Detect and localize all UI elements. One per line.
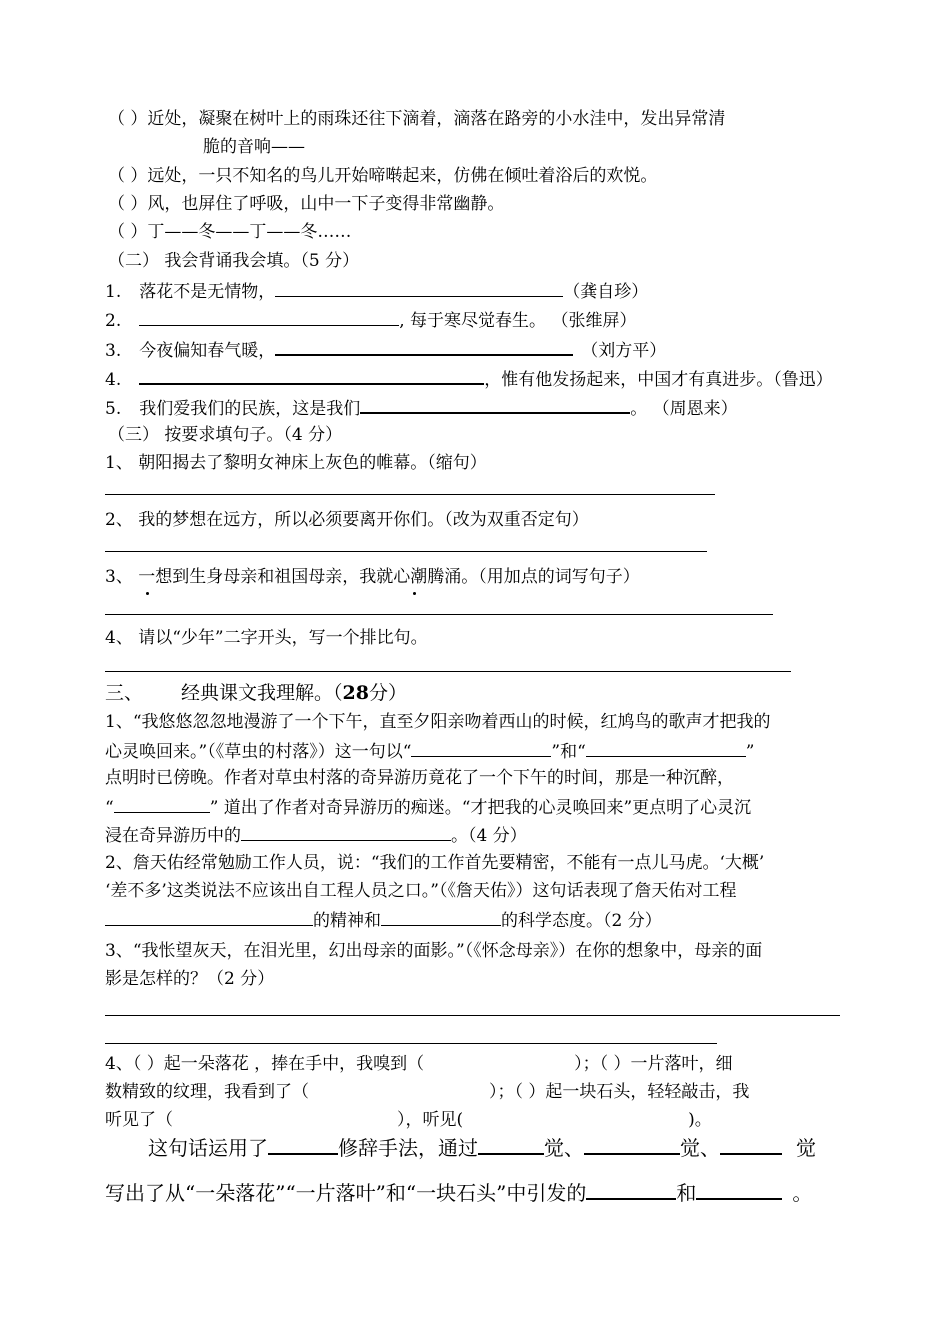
- answer-line[interactable]: [105, 1043, 717, 1044]
- order-text: 远处，一只不知名的鸟儿开始啼啭起来，仿佛在倾吐着浴后的欢悦。: [147, 166, 658, 186]
- sentence-heading: （三） 按要求填句子。（4 分）: [108, 425, 343, 445]
- recite-author: （龚自珍）: [563, 282, 649, 302]
- q2-line-1: 2、詹天佑经常勉励工作人员，说：“我们的工作首先要精密，不能有一点儿马虎。‘大概’: [105, 853, 765, 873]
- section-number: 三、: [105, 682, 144, 704]
- q4-line-2: [105, 1081, 749, 1103]
- q4b-line-2: [105, 1178, 812, 1206]
- sentence-q2: 2、 我的梦想在远方，所以必须要离开你们。（改为双重否定句）: [105, 510, 589, 530]
- q4-text: )。: [688, 1110, 712, 1130]
- sentence-q4: 4、 请以“少年”二字开头，写一个排比句。: [105, 628, 428, 648]
- order-line-1: [108, 108, 725, 130]
- recite-item-4: [105, 366, 833, 391]
- answer-blank[interactable]: [584, 1133, 680, 1155]
- order-text: 丁——冬——丁——冬……: [147, 222, 352, 242]
- answer-blank[interactable]: [268, 1133, 338, 1155]
- order-text: 风，也屏住了呼吸，山中一下子变得非常幽静。: [147, 194, 505, 214]
- q1-line-5: [105, 823, 527, 847]
- section-title-end: 分）: [368, 682, 407, 704]
- q2-text: 的科学态度。（2 分）: [501, 911, 662, 931]
- q1-text: “: [105, 798, 114, 818]
- item-number: 3.: [105, 341, 122, 361]
- recite-item-2: [105, 308, 636, 332]
- answer-blank[interactable]: [411, 739, 551, 757]
- recite-text: 我们爱我们的民族，这是我们: [139, 399, 361, 419]
- q3-line-1: 3、“我怅望灰天，在泪光里，幻出母亲的面影。”（《怀念母亲》）在你的想象中，母亲的面: [105, 941, 763, 961]
- order-text: 脆的音响——: [203, 137, 305, 157]
- answer-line[interactable]: [105, 1015, 840, 1016]
- recite-text: 落花不是无情物，: [139, 282, 276, 302]
- order-line-1-cont: [203, 136, 305, 158]
- answer-blank[interactable]: [105, 908, 313, 926]
- q1-text: 心灵唤回来。”（《草虫的村落》）这一句以“: [105, 742, 412, 762]
- q1-text: ” 道出了作者对奇异游历的痴迷。“才把我的心灵唤回来”更点明了心灵沉: [209, 798, 752, 818]
- order-text: 近处，凝聚在树叶上的雨珠还往下滴着，滴落在路旁的小水洼中，发出异常清: [147, 109, 726, 129]
- sentence-q3: 3、 一想到生身母亲和祖国母亲，我就心潮腾涌。（用加点的词写句子）: [105, 567, 640, 587]
- q4-text: ）；（ ）起一块石头，轻轻敲击，我: [489, 1082, 750, 1102]
- answer-blank[interactable]: [381, 908, 501, 926]
- order-paren: （ ）: [108, 194, 148, 214]
- answer-blank[interactable]: [114, 795, 210, 813]
- section-title: 经典课文我理解。（: [181, 682, 343, 704]
- answer-blank[interactable]: [720, 1133, 782, 1155]
- recite-item-5: [105, 395, 738, 420]
- order-line-3: [108, 193, 504, 215]
- q4b-text: 觉: [796, 1136, 816, 1160]
- section-score: 28: [342, 682, 369, 704]
- answer-line[interactable]: [105, 614, 773, 615]
- q1-text: 。（4 分）: [451, 826, 527, 846]
- q4b-text: 觉、: [544, 1136, 584, 1160]
- recite-item-1: [105, 279, 648, 303]
- recite-author: , 每于寒尽觉春生。 （张维屏）: [399, 311, 637, 331]
- section-three-heading: [105, 681, 407, 705]
- item-number: 4.: [105, 370, 122, 390]
- q1-line-2: [105, 739, 754, 763]
- q2-text: 的精神和: [313, 911, 381, 931]
- answer-blank[interactable]: [275, 337, 573, 356]
- answer-blank[interactable]: [241, 823, 451, 841]
- q2-line-3: [105, 908, 662, 932]
- q4b-line-1: [148, 1133, 816, 1161]
- q4-line-1: [105, 1053, 733, 1075]
- q4b-text: 和: [676, 1181, 697, 1205]
- q1-line-4: [105, 795, 751, 819]
- recite-heading: （二） 我会背诵我会填。（5 分）: [108, 251, 360, 271]
- q4b-text: 觉、: [680, 1136, 720, 1160]
- q4b-text: 修辞手法，通过: [338, 1136, 478, 1160]
- order-paren: （ ）: [108, 166, 148, 186]
- sentence-q1: 1、 朝阳揭去了黎明女神床上灰色的帷幕。（缩句）: [105, 453, 487, 473]
- answer-blank[interactable]: [586, 1178, 676, 1200]
- answer-blank[interactable]: [586, 739, 746, 757]
- recite-author: 。 （周恩来）: [630, 399, 738, 419]
- order-paren: （ ）: [108, 109, 148, 129]
- answer-line[interactable]: [105, 551, 707, 552]
- q2-line-2: ‘差不多’这类说法不应该出自工程人员之口。”（《詹天佑》）这句话表现了詹天佑对工程: [105, 881, 737, 901]
- q1-line-1: 1、“我悠悠忽忽地漫游了一个下午，直至夕阳亲吻着西山的时候，红鸠鸟的歌声才把我的: [105, 712, 771, 732]
- order-paren: （ ）: [108, 222, 148, 242]
- q1-text: ”: [745, 742, 755, 762]
- q4-text: 听见了（: [105, 1110, 173, 1130]
- answer-line[interactable]: [105, 671, 791, 672]
- q4-text: 4、（ ）起一朵落花 ，捧在手中，我嗅到（: [105, 1054, 425, 1074]
- answer-line[interactable]: [105, 494, 715, 495]
- recite-author: （刘方平）: [581, 341, 667, 361]
- answer-blank[interactable]: [696, 1178, 782, 1200]
- answer-blank[interactable]: [139, 366, 484, 385]
- item-number: 2.: [105, 311, 122, 331]
- recite-item-3: [105, 337, 666, 362]
- q4-text: ）；（ ）一片落叶，细: [574, 1054, 733, 1074]
- answer-blank[interactable]: [275, 279, 563, 297]
- answer-blank[interactable]: [360, 395, 630, 414]
- order-line-4: [108, 221, 351, 243]
- q4b-text: 这句话运用了: [148, 1136, 268, 1160]
- emphasis-dot: [413, 592, 416, 595]
- order-line-2: [108, 165, 657, 187]
- q4b-text: 。: [792, 1181, 813, 1205]
- answer-blank[interactable]: [478, 1133, 544, 1155]
- item-number: 1.: [105, 282, 122, 302]
- emphasis-dot: [146, 592, 149, 595]
- recite-author: ，惟有他发扬起来，中国才有真进步。（鲁迅）: [484, 370, 833, 390]
- q4b-text: 写出了从“一朵落花”“一片落叶”和“一块石头”中引发的: [105, 1181, 587, 1205]
- item-number: 5.: [105, 399, 122, 419]
- q1-line-3: 点明时已傍晚。作者对草虫村落的奇异游历竟花了一个下午的时间，那是一种沉醉，: [105, 768, 734, 788]
- q1-text: 浸在奇异游历中的: [105, 826, 241, 846]
- recite-text: 今夜偏知春气暖，: [139, 341, 276, 361]
- q4-text: 数精致的纹理，我看到了（: [105, 1082, 309, 1102]
- answer-blank[interactable]: [139, 308, 399, 326]
- q3-line-2: 影是怎样的？（2 分）: [105, 969, 275, 989]
- q1-text: ”和“: [551, 742, 586, 762]
- q4-line-3: [105, 1109, 712, 1131]
- q4-text: ），听见(: [397, 1110, 464, 1130]
